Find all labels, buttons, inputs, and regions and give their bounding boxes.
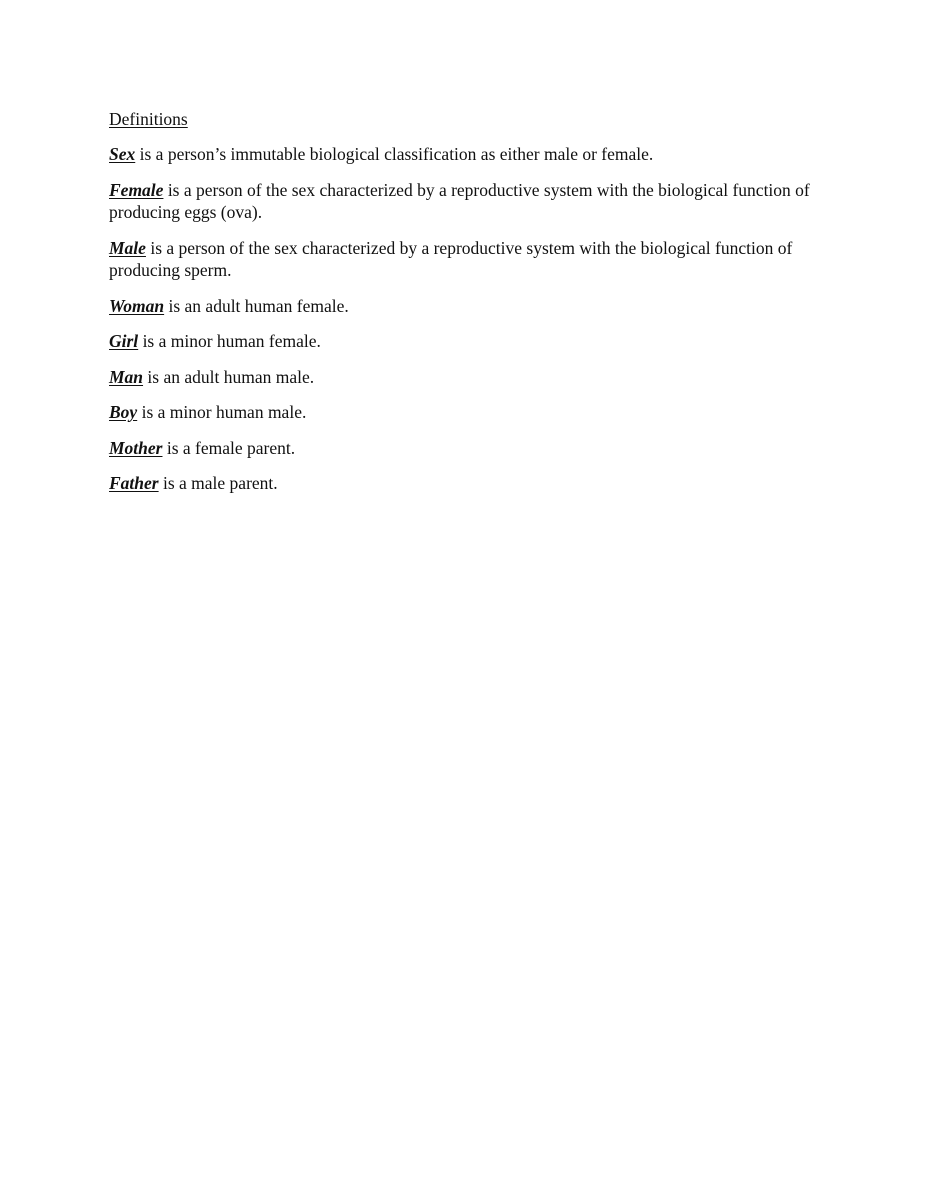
definition-mother <box>109 437 831 460</box>
definition-term: Woman <box>109 295 165 316</box>
document-body <box>109 108 831 508</box>
definition-sex <box>109 143 831 166</box>
definition-text: is a minor human female. <box>138 331 321 351</box>
definition-term: Female <box>109 179 164 200</box>
definition-boy <box>109 401 831 424</box>
definition-father <box>109 472 831 495</box>
definition-male <box>109 237 809 282</box>
definition-term: Man <box>109 366 144 387</box>
definition-text: is a male parent. <box>158 473 278 493</box>
definition-text: is an adult human male. <box>143 366 315 387</box>
definition-term: Girl <box>109 331 139 351</box>
definition-woman <box>109 295 831 318</box>
definition-text: is a person’s immutable biological classification as either male or female. <box>135 144 654 164</box>
definition-term: Boy <box>109 402 138 422</box>
definition-man <box>109 366 831 389</box>
section-heading: Definitions <box>109 109 188 129</box>
definition-term: Father <box>109 473 159 493</box>
definition-term: Sex <box>109 144 136 164</box>
definition-term: Male <box>109 237 146 258</box>
definition-text: is a person of the sex characterized by a reproductive system with the biological function of producing eggs (ova). <box>109 179 810 222</box>
definition-text: is a person of the sex characterized by a reproductive system with the biological function of producing sperm. <box>109 237 793 280</box>
definition-text: is an adult human female. <box>164 295 349 316</box>
definition-female <box>109 179 825 224</box>
definition-text: is a minor human male. <box>137 402 307 422</box>
definition-text: is a female parent. <box>162 437 296 458</box>
definition-term: Mother <box>109 437 163 458</box>
definition-girl <box>109 330 831 353</box>
